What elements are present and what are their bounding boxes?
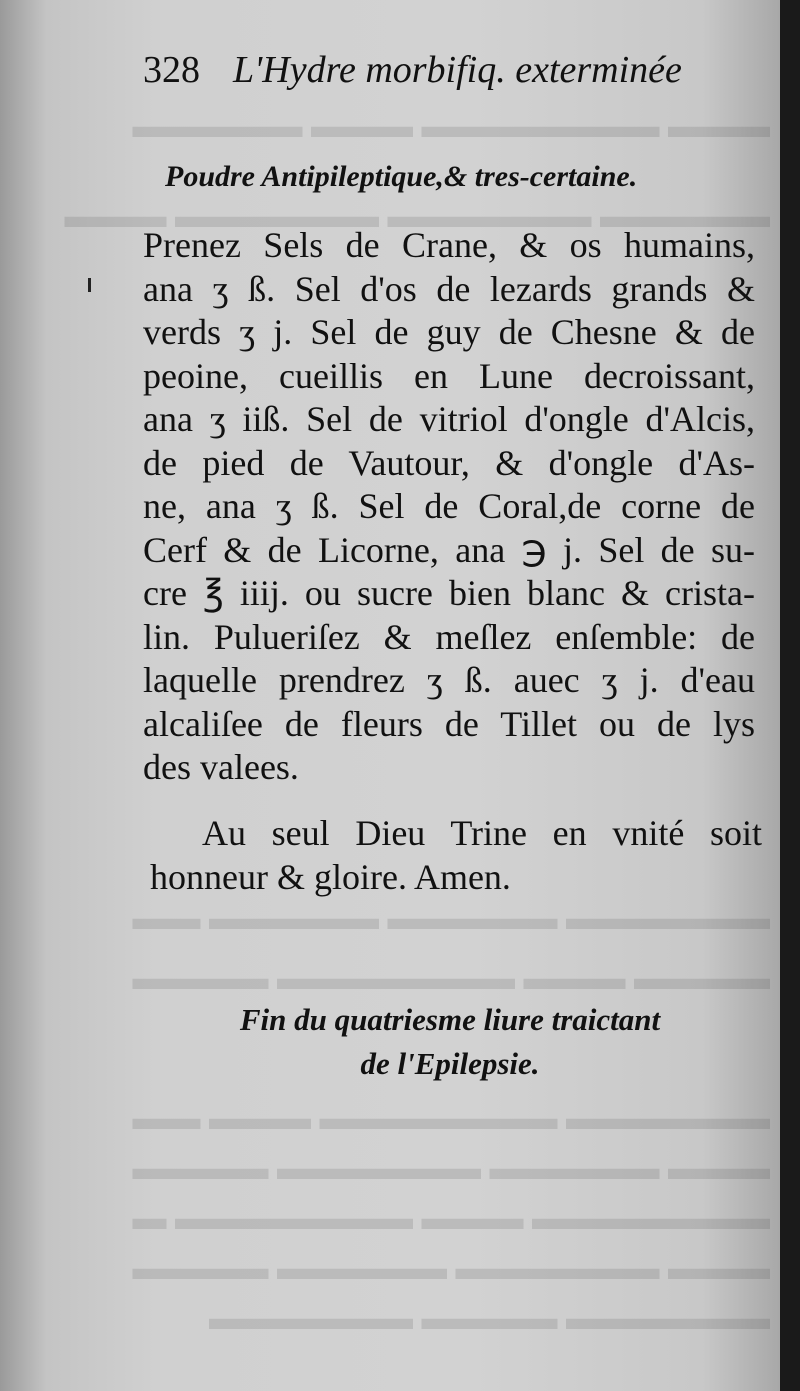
text-line: honneur & gloire. Amen. (150, 856, 511, 897)
text-line: verds ʒ j. Sel de guy de Chesne & de (143, 312, 755, 352)
text-line: ne, ana ʒ ß. Sel de Coral,de corne de (143, 486, 755, 526)
text-line: cre ℥ iiij. ou sucre bien blanc & crista- (143, 573, 755, 613)
show-through-text: ▬▬▬▬▬▬ ▬▬▬▬▬▬▬ ▬▬▬ ▬▬ (132, 1100, 770, 1137)
running-title: L'Hydre morbifiq. exterminée (233, 49, 682, 91)
show-through-text: ▬▬▬ ▬▬▬▬▬ ▬▬▬▬▬▬ ▬▬▬▬ (132, 1150, 770, 1187)
end-line-2: de l'Epilepsie. (360, 1046, 540, 1081)
text-line: Au seul Dieu Trine en vnité soit (202, 813, 762, 853)
end-of-book-notice (170, 998, 730, 1086)
text-line: ana ʒ iiß. Sel de vitriol d'ongle d'Alcis, (143, 399, 755, 439)
show-through-text: ▬▬▬ ▬▬▬▬▬▬▬ ▬▬▬ ▬▬▬▬▬ (132, 108, 770, 145)
text-line: laquelle prendrez ʒ ß. auec ʒ j. d'eau (143, 660, 755, 700)
show-through-text: ▬▬▬▬ ▬▬▬ ▬▬▬▬▬▬▬ ▬▬▬▬ (132, 960, 770, 997)
margin-mark (88, 278, 91, 292)
page-header (143, 48, 763, 98)
text-line: Cerf & de Licorne, ana ℈ j. Sel de su- (143, 529, 755, 570)
show-through-text: ▬▬▬▬▬▬ ▬▬▬▬▬ ▬▬▬▬▬ ▬▬ (132, 900, 770, 937)
closing-paragraph (150, 812, 762, 899)
page-number: 328 (143, 49, 200, 91)
show-through-text: ▬▬▬▬▬ ▬▬▬▬▬▬ ▬▬▬▬▬▬ ▬▬▬ (64, 198, 770, 235)
text-line: lin. Pulueriſez & meſlez enſemble: de (143, 616, 755, 657)
text-line: Prenez Sels de Crane, & os humains, (143, 225, 755, 265)
text-line: alcaliſee de fleurs de Tillet ou de lys (143, 703, 755, 744)
show-through-text: ▬▬▬ ▬▬▬▬▬▬ ▬▬▬▬▬ ▬▬▬▬ (132, 1250, 770, 1287)
show-through-text: ▬▬▬▬▬▬▬ ▬▬▬ ▬▬▬▬▬▬▬ ▬ (132, 1200, 770, 1237)
recipe-body (143, 224, 755, 790)
text-line: peoine, cueillis en Lune decroissant, (143, 355, 755, 396)
show-through-text: ▬▬▬▬▬▬ ▬▬▬▬ ▬▬▬▬▬▬ (209, 1300, 770, 1337)
end-line-1: Fin du quatriesme liure traictant (239, 1002, 661, 1037)
text-line: de pied de Vautour, & d'ongle d'As- (143, 442, 755, 483)
recipe-title: Poudre Antipileptique,& tres-certaine. (165, 160, 638, 193)
text-line: des valees. (143, 747, 299, 787)
text-line: ana ʒ ß. Sel d'os de lezards grands & (143, 268, 755, 309)
